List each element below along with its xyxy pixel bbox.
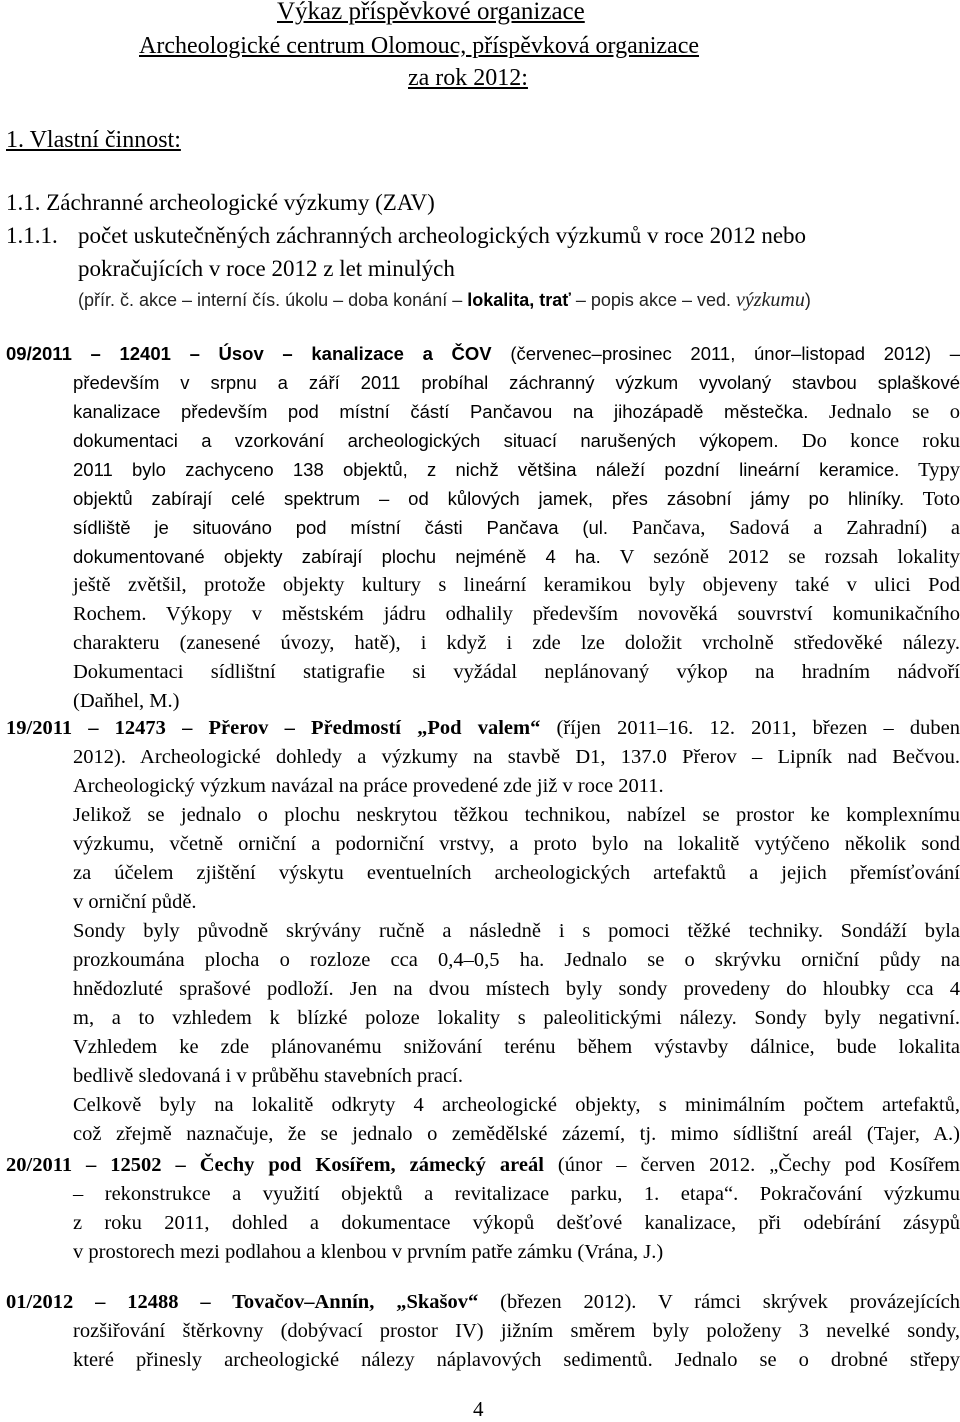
entry-dates: (červenec–prosinec 2011, únor–listopad 2012) – <box>510 343 960 364</box>
entry-line: z roku 2011, dohled a dokumentace výkopů dešťové kanalizace, při odebírání zásypů <box>73 1212 960 1234</box>
legend-mid: – popis akce – ved. <box>570 290 736 310</box>
entry-line: v prostorech mezi podlahou a klenbou v prvním patře zámku (Vrána, J.) <box>73 1241 664 1263</box>
entry-line: což zřejmě naznačuje, že se jednalo o zemědělské zázemí, tj. mimo sídlištní areál (Tajer, A.) <box>73 1123 960 1145</box>
section-heading-1-1: 1.1. Záchranné archeologické výzkumy (ZAV) <box>6 190 435 215</box>
legend-bold: lokalita, trať <box>467 290 571 310</box>
entry-heading: 01/2012 – 12488 – Tovačov–Annín, „Skašov“ <box>6 1291 479 1313</box>
entry-line: Jelikož se jednalo o plochu neskrytou těžkou technikou, nabízel se prostor ke komplexnímu <box>73 804 960 826</box>
document-title: Výkaz příspěvkové organizace <box>277 0 585 25</box>
entry-line: Archeologický výzkum navázal na práce provedené zde již v roce 2011. <box>73 775 664 797</box>
entry-line: charakteru (zanesené úvozy, hatě), i když i zde lze doložit vrcholně středověké nálezy. <box>73 632 960 654</box>
entry-line: 2011 bylo zachyceno 138 objektů, z nichž většina náleží pozdní lineární keramice. Typy <box>73 459 960 481</box>
entry-line: m, a to vzhledem k blízké poloze lokality s paleolitickými nálezy. Sondy byly negativní. <box>73 1007 960 1029</box>
section-heading-1-1-1-line1: počet uskutečněných záchranných archeologických výzkumů v roce 2012 nebo <box>78 223 807 248</box>
section-heading-1-1-1-line2: pokračujících v roce 2012 z let minulých <box>78 256 455 281</box>
entry-dates: (březen 2012). V rámci skrývek provázejících <box>500 1291 960 1313</box>
report-year: za rok 2012: <box>408 65 528 91</box>
legend-italic: výzkumu <box>736 289 805 311</box>
entry-heading: 09/2011 – 12401 – Úsov – kanalizace a ČOV <box>6 343 492 364</box>
entry-line: 2012). Archeologické dohledy a výzkumy na stavbě D1, 137.0 Přerov – Lipník nad Bečvou. <box>73 746 960 768</box>
entry-line <box>6 1288 960 1317</box>
entry-line: (Daňhel, M.) <box>73 690 180 712</box>
entry-line: které přinesly archeologické nálezy náplavových sedimentů. Jednalo se o drobné střepy <box>73 1349 960 1371</box>
organization-name: Archeologické centrum Olomouc, příspěvková organizace <box>139 33 700 59</box>
entry-line: – rekonstrukce a využití objektů a revitalizace parku, 1. etapa“. Pokračování výzkumu <box>73 1183 960 1205</box>
entry-line: dokumentované objekty zabírají plochu nejméně 4 ha. V sezóně 2012 se rozsah lokality <box>73 546 960 568</box>
entry-dates: (říjen 2011–16. 12. 2011, březen – duben <box>556 717 960 739</box>
entry-dates: (únor – červen 2012. „Čechy pod Kosířem <box>557 1154 960 1176</box>
entry-line: rozšiřování štěrkovny (dobývací prostor IV) jižním směrem byly položeny 3 nevelké sondy, <box>73 1320 960 1342</box>
entry-line: výzkumu, včetně orniční a podorniční vrstvy, a proto bylo na lokalitě vytýčeno několik sond <box>73 833 960 855</box>
entry-line <box>6 1151 960 1180</box>
entry-heading: 19/2011 – 12473 – Přerov – Předmostí „Pod valem“ <box>6 717 541 739</box>
entry-heading: 20/2011 – 12502 – Čechy pod Kosířem, zámecký areál <box>6 1154 544 1176</box>
entry-format-legend <box>78 289 811 312</box>
entry-line: Dokumentaci sídlištní statigrafie si vyžádal neplánovaný výkop na hradním nádvoří <box>73 661 960 683</box>
entry-line <box>6 339 960 368</box>
entry-line: za účelem zjištění výskytu eventuelních archeologických artefaktů a jejich přemísťování <box>73 862 960 884</box>
entry-line <box>6 714 960 743</box>
entry-line: především v srpnu a září 2011 probíhal záchranný výzkum vyvolaný stavbou splaškové <box>73 372 960 393</box>
entry-line: hnědozluté sprašové podloží. Jen na dvou místech byly sondy provedeny do hloubky cca 4 <box>73 978 960 1000</box>
entry-line: Celkově byly na lokalitě odkryty 4 archeologické objekty, s minimálním počtem artefaktů, <box>73 1094 960 1116</box>
entry-line: Sondy byly původně skrývány ručně a následně i s pomoci těžké techniky. Sondáží byla <box>73 920 960 942</box>
entry-line: sídliště je situováno pod místní části Pančava (ul. Pančava, Sadová a Zahradní) a <box>73 517 960 539</box>
page-number: 4 <box>473 1397 484 1421</box>
entry-line: kanalizace především pod místní částí Pančavou na jihozápadě městečka. Jednalo se o <box>73 401 960 423</box>
entry-line: bedlivě sledovaná i v průběhu stavebních prací. <box>73 1065 463 1087</box>
entry-line: dokumentaci a vzorkování archeologických situací narušených výkopem. Do konce roku <box>73 430 960 452</box>
entry-line: ještě zvětšil, protože objekty kultury s lineární keramikou byly objeveny také v ulici Pod <box>73 574 960 596</box>
section-heading-1: 1. Vlastní činnost: <box>6 127 181 153</box>
entry-line: objektů zabírají celé spektrum – od kůlových jamek, přes zásobní jámy po hliníky. Toto <box>73 488 960 510</box>
entry-line: Rochem. Výkopy v městském jádru odhalily především novověká souvrství komunikačního <box>73 603 960 625</box>
entry-line: Vzhledem ke zde plánovanému snižování terénu během výstavby dálnice, bude lokalita <box>73 1036 960 1058</box>
legend-end: ) <box>804 290 811 310</box>
entry-line: v orniční půdě. <box>73 891 197 913</box>
legend-prefix: (přír. č. akce – interní čís. úkolu – doba konání – <box>78 290 468 310</box>
section-number-1-1-1: 1.1.1. <box>6 223 58 248</box>
entry-line: prozkoumána plocha o rozloze cca 0,4–0,5 ha. Jednalo se o skrývku orniční půdy na <box>73 949 960 971</box>
